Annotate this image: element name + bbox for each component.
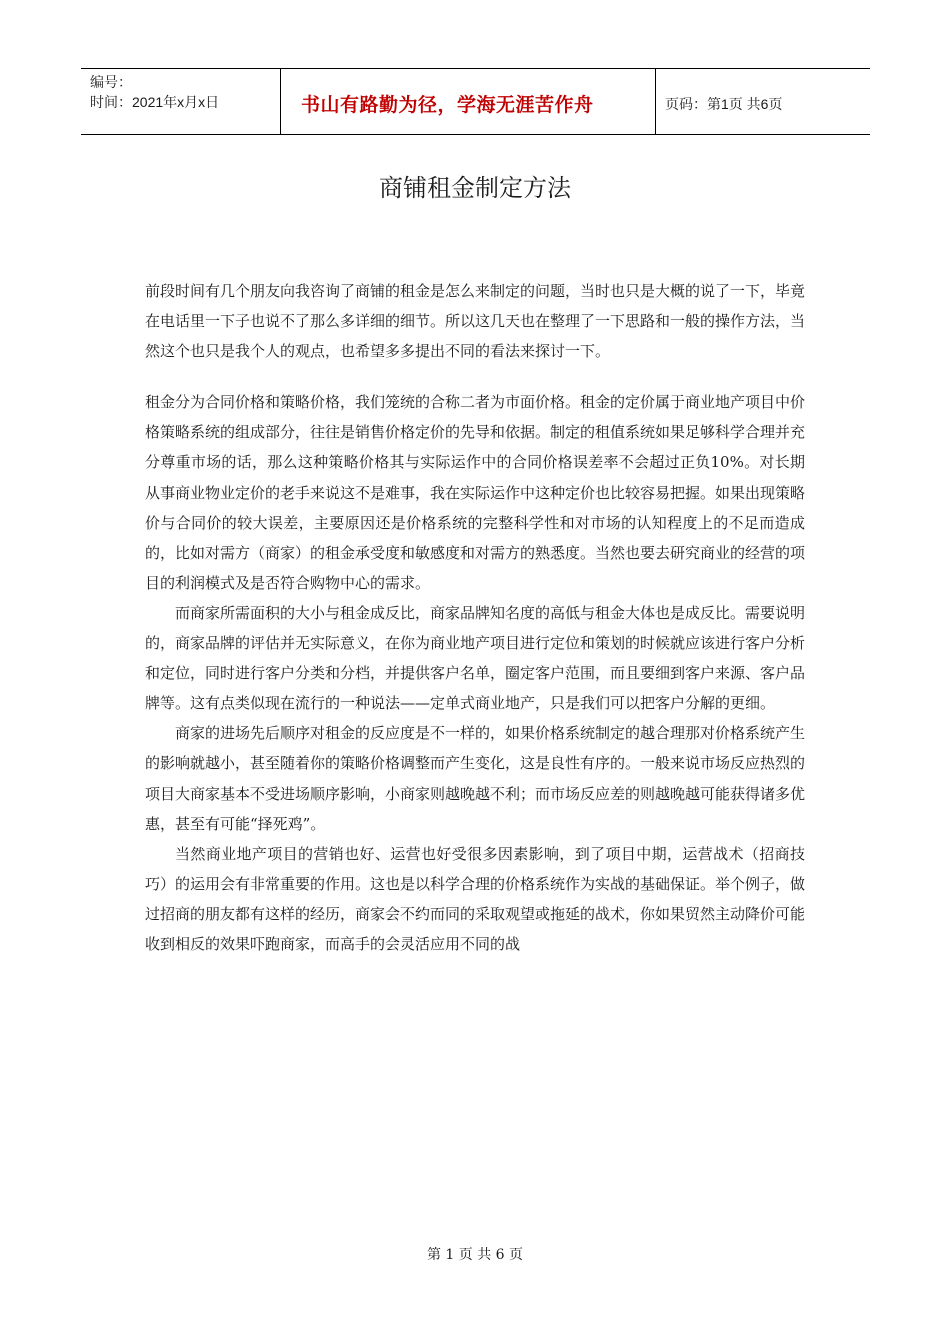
body-paragraph-4: 商家的进场先后顺序对租金的反应度是不一样的，如果价格系统制定的越合理那对价格系统产生的影响就越小，甚至随着你的策略价格调整而产生变化，这是良性有序的。一般来说市场反应热烈的项目大商家基本不受进场顺序影响，小商家则越晚越不利；而市场反应差的则越晚越可能获得诸多优惠，甚至有可能“择死鸡”。 — [145, 724, 806, 833]
header-motto-cell — [281, 69, 656, 134]
body-paragraph-3: 而商家所需面积的大小与租金成反比，商家品牌知名度的高低与租金大体也是成反比。需要说明的，商家品牌的评估并无实际意义，在你为商业地产项目进行定位和策划的时候就应该进行客户分析和定位，同时进行客户分类和分档，并提供客户名单，圈定客户范围，而且要细到客户来源、客户品牌等。这有点类似现在流行的一种说法——定单式商业地产，只是我们可以把客户分解的更细。 — [145, 603, 806, 713]
header-page-cell — [656, 69, 870, 134]
body-paragraph-2: 租金分为合同价格和策略价格，我们笼统的合称二者为市面价格。租金的定价属于商业地产项目中价格策略系统的组成部分，往往是销售价格定价的先导和依据。制定的租值系统如果足够科学合理并充分尊重市场的话，那么这种策略价格其与实际运作中的合同价格误差率不会超过正负10%。对长期从事商业物业定价的老手来说这不是难事，我在实际运作中这种定价也比较容易把握。如果出现策略价与合同价的较大误差，主要原因还是价格系统的完整科学性和对市场的认知程度上的不足而造成的，比如对需方（商家）的租金承受度和敏感度和对需方的熟悉度。当然也要去研究商业的经营的项目的利润模式及是否符合购物中心的需求。 — [145, 393, 806, 592]
header-meta-cell — [81, 69, 281, 134]
document-number-label: 编号： — [90, 74, 132, 90]
body-paragraph-1: 前段时间有几个朋友向我咨询了商铺的租金是怎么来制定的问题，当时也只是大概的说了一下，毕竟在电话里一下子也说不了那么多详细的细节。所以这几天也在整理了一下思路和一般的操作方法，当然这个也只是我个人的观点，也希望多多提出不同的看法来探讨一下。 — [145, 282, 806, 361]
document-time-label: 时间：2021年x月x日 — [90, 94, 220, 110]
document-title: 商铺租金制定方法 — [379, 174, 571, 202]
page-footer: 第 1 页 共 6 页 — [426, 1247, 524, 1263]
document-body — [145, 276, 805, 959]
header-motto: 书山有路勤为径，学海无涯苦作舟 — [301, 94, 594, 116]
body-paragraph-5: 当然商业地产项目的营销也好、运营也好受很多因素影响，到了项目中期，运营战术（招商技巧）的运用会有非常重要的作用。这也是以科学合理的价格系统作为实战的基础保证。举个例子，做过招商的朋友都有这样的经历，商家会不约而同的采取观望或拖延的战术，你如果贸然主动降价可能收到相反的效果吓跑商家，而高手的会灵活应用不同的战 — [145, 844, 806, 953]
document-header — [81, 68, 870, 135]
header-page-info: 页码：第1页 共6页 — [665, 95, 783, 112]
